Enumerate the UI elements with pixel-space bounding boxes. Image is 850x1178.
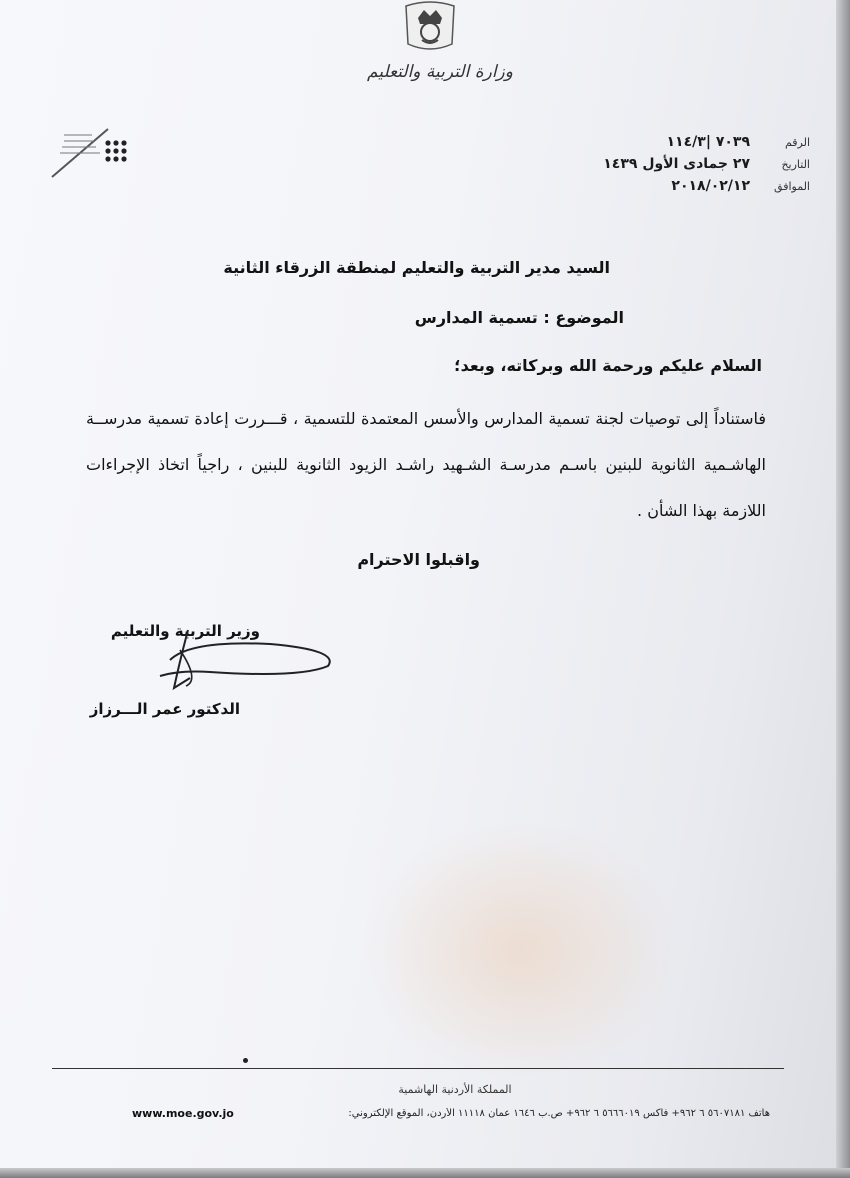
corresponding-value: ٢٠١٨/٠٢/١٢ xyxy=(671,178,750,194)
paper-stain xyxy=(360,820,680,1080)
paper-edge-bottom xyxy=(0,1168,850,1178)
letter-body: فاستناداً إلى توصيات لجنة تسمية المدارس والأسس المعتمدة للتسمية ، قـــررت إعادة تسمية مدرســة الهاشـمية الثانوية للبنين باسـم مدرسـة الشـهيد راشـد الزيود الثانوية للبنين ، راجياً اتخاذ الإجراءات اللازمة بهذا الشأن . xyxy=(86,409,766,520)
reference-block xyxy=(480,134,810,200)
crown-emblem-icon xyxy=(398,0,462,52)
reference-label: الرقم xyxy=(784,136,810,149)
reference-value: ٧٠٣٩ |١١٤/٣ xyxy=(666,134,750,150)
signature-icon xyxy=(150,620,340,700)
date-row xyxy=(480,156,810,178)
minister-name: الدكتور عمر الـــرزاز xyxy=(89,700,240,718)
footer-divider xyxy=(52,1068,784,1069)
footer-website-link[interactable]: www.moe.gov.jo xyxy=(132,1107,234,1120)
date-value: ٢٧ جمادى الأول ١٤٣٩ xyxy=(603,156,750,172)
date-label: التاريخ xyxy=(781,158,810,171)
minister-title: وزير التربية والتعليم xyxy=(110,622,260,640)
ministry-name-logo: وزارة التربية والتعليم xyxy=(367,62,513,82)
closing-line: واقبلوا الاحترام xyxy=(357,550,480,569)
corresponding-date-row xyxy=(480,178,810,200)
ink-dot xyxy=(243,1058,248,1063)
paper-edge-right xyxy=(836,0,850,1178)
footer-contact: هاتف ٥٦٠٧١٨١ ٦ ٩٦٢+ فاكس ٥٦٦٦٠١٩ ٦ ٩٦٢+ ص.ب ١٦٤٦ عمان ١١١١٨ الأردن، الموقع الإلكتروني: xyxy=(348,1108,770,1119)
quality-logo-icon xyxy=(50,123,130,179)
recipient-line: السيد مدير التربية والتعليم لمنطقة الزرقاء الثانية xyxy=(223,258,610,277)
corresponding-label: الموافق xyxy=(774,180,810,193)
greeting-line: السلام عليكم ورحمة الله وبركاته، وبعد؛ xyxy=(454,356,762,375)
reference-number-row xyxy=(480,134,810,156)
footer-kingdom: المملكة الأردنية الهاشمية xyxy=(398,1083,512,1096)
subject-line: الموضوع : تسمية المدارس xyxy=(414,308,624,327)
